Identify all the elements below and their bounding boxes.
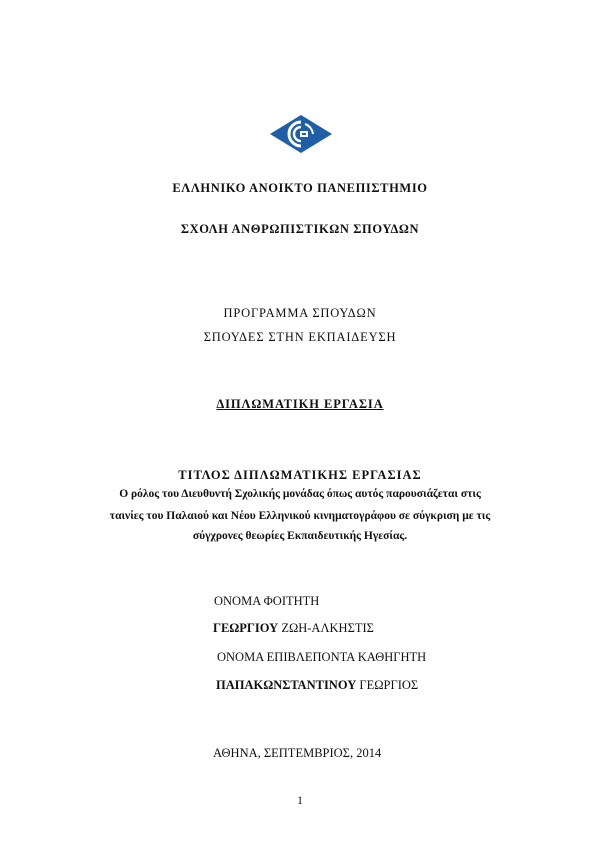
thesis-heading-text: ΔΙΠΛΩΜΑΤΙΚΗ ΕΡΓΑΣΙΑ [216,397,384,411]
program-name: ΣΠΟΥΔΕΣ ΣΤΗΝ ΕΚΠΑΙΔΕΥΣΗ [203,330,397,344]
title-line-2: ταινίες του Παλαιού και Νέου Ελληνικού κινηματογράφου σε σύγκριση με τις [109,510,491,522]
student-surname: ΓΕΩΡΓΙΟΥ [213,621,279,635]
school-name: ΣΧΟΛΗ ΑΝΘΡΩΠΙΣΤΙΚΩΝ ΣΠΟΥΔΩΝ [180,222,420,236]
title-heading: ΤΙΤΛΟΣ ΔΙΠΛΩΜΑΤΙΚΗΣ ΕΡΓΑΣΙΑΣ [178,468,422,482]
student-given-name: ΖΩΗ-ΑΛΚΗΣΤΙΣ [278,621,374,635]
university-name: ΕΛΛΗΝΙΚΟ ΑΝΟΙΚΤΟ ΠΑΝΕΠΙΣΤΗΜΙΟ [172,181,428,195]
page-number: 1 [297,793,303,807]
supervisor-given-name: ΓΕΩΡΓΙΟΣ [356,678,419,692]
supervisor-surname: ΠΑΠΑΚΩΝΣΤΑΝΤΙΝΟΥ [216,678,357,692]
title-line-1: Ο ρόλος του Διευθυντή Σχολικής μονάδας όπως αυτός παρουσιάζεται στις [119,488,481,500]
program-label: ΠΡΟΓΡΑΜΜΑ ΣΠΟΥΔΩΝ [223,306,377,320]
title-line-3: σύγχρονες θεωρίες Εκπαιδευτικής Ηγεσίας. [192,530,408,542]
student-label: ΟΝΟΜΑ ΦΟΙΤΗΤΗ [214,594,320,608]
supervisor-label: ΟΝΟΜΑ ΕΠΙΒΛΕΠΟΝΤΑ ΚΑΘΗΓΗΤΗ [217,650,427,664]
university-logo-icon [269,114,333,154]
place-date: ΑΘΗΝΑ, ΣΕΠΤΕΜΒΡΙΟΣ, 2014 [213,746,382,760]
student-name [213,621,374,636]
thesis-heading [0,397,600,412]
supervisor-name [216,678,418,693]
